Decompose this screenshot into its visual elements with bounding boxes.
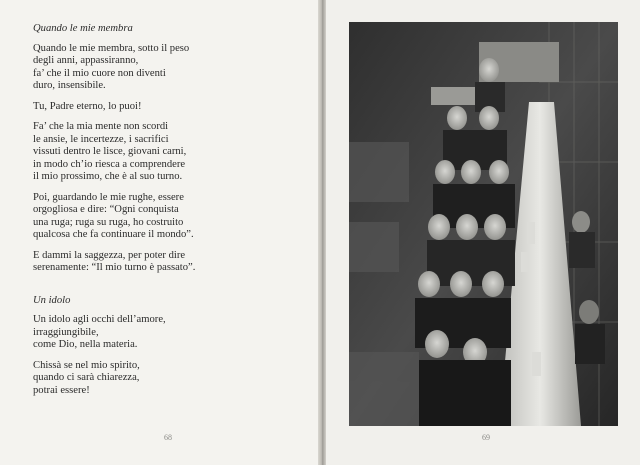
- verse-line: Chissà se nel mio spirito,: [33, 359, 140, 371]
- verse-line: le ansie, le incertezze, i sacrifici: [33, 133, 169, 145]
- verse-line: orgogliosa e dire: “Ogni conquista: [33, 204, 179, 215]
- verse-line: vissuti dentro le lisce, giovani carni,: [33, 146, 187, 157]
- verse-line: qualcosa che fa continuare il mondo”.: [33, 229, 194, 240]
- stanza: [33, 314, 283, 352]
- verse-line: potrai essere!: [33, 384, 90, 396]
- stanza: [33, 192, 283, 242]
- verse-line: Quando le mie membra, sotto il peso: [33, 42, 190, 54]
- poem-title: Quando le mie membra: [33, 23, 133, 34]
- stanza: [33, 121, 283, 184]
- verse-line: il mio prossimo, che è al suo turno.: [33, 171, 183, 182]
- verse-line: Fa’ che la mia mente non scordi: [33, 121, 169, 132]
- stanza: [33, 101, 283, 114]
- verse-line: Tu, Padre eterno, lo puoi!: [33, 100, 142, 112]
- left-page: [0, 0, 318, 465]
- verse-line: quando ci sarà chiarezza,: [33, 372, 140, 383]
- verse-line: fa’ che il mio cuore non diventi: [33, 67, 166, 79]
- stanza: [33, 250, 283, 275]
- verse-line: irraggiungibile,: [33, 326, 99, 338]
- poem-un-idolo: [33, 295, 283, 398]
- poem-title: Un idolo: [33, 294, 71, 306]
- verse-line: E dammi la saggezza, per poter dire: [33, 249, 186, 261]
- page-number: 68: [164, 433, 172, 442]
- verse-line: Un idolo agli occhi dell’amore,: [33, 314, 166, 325]
- verse-line: Poi, guardando le mie rughe, essere: [33, 191, 184, 203]
- verse-line: una ruga; ruga su ruga, ho costruito: [33, 216, 184, 228]
- poem-quando-le-mie-membra: [33, 23, 283, 275]
- poem-text-block: [33, 23, 283, 405]
- stanza: [33, 43, 283, 93]
- verse-line: in modo ch’io riesca a comprendere: [33, 158, 186, 170]
- verse-line: degli anni, appassiranno,: [33, 55, 139, 66]
- group-photo-illustration: [349, 22, 618, 426]
- verse-line: duro, insensibile.: [33, 80, 106, 91]
- stanza: [33, 360, 283, 398]
- verse-line: come Dio, nella materia.: [33, 339, 138, 350]
- book-gutter: [318, 0, 326, 465]
- page-number: 69: [482, 433, 490, 442]
- verse-line: serenamente: “Il mio turno è passato”.: [33, 262, 196, 273]
- group-photo: [349, 22, 618, 426]
